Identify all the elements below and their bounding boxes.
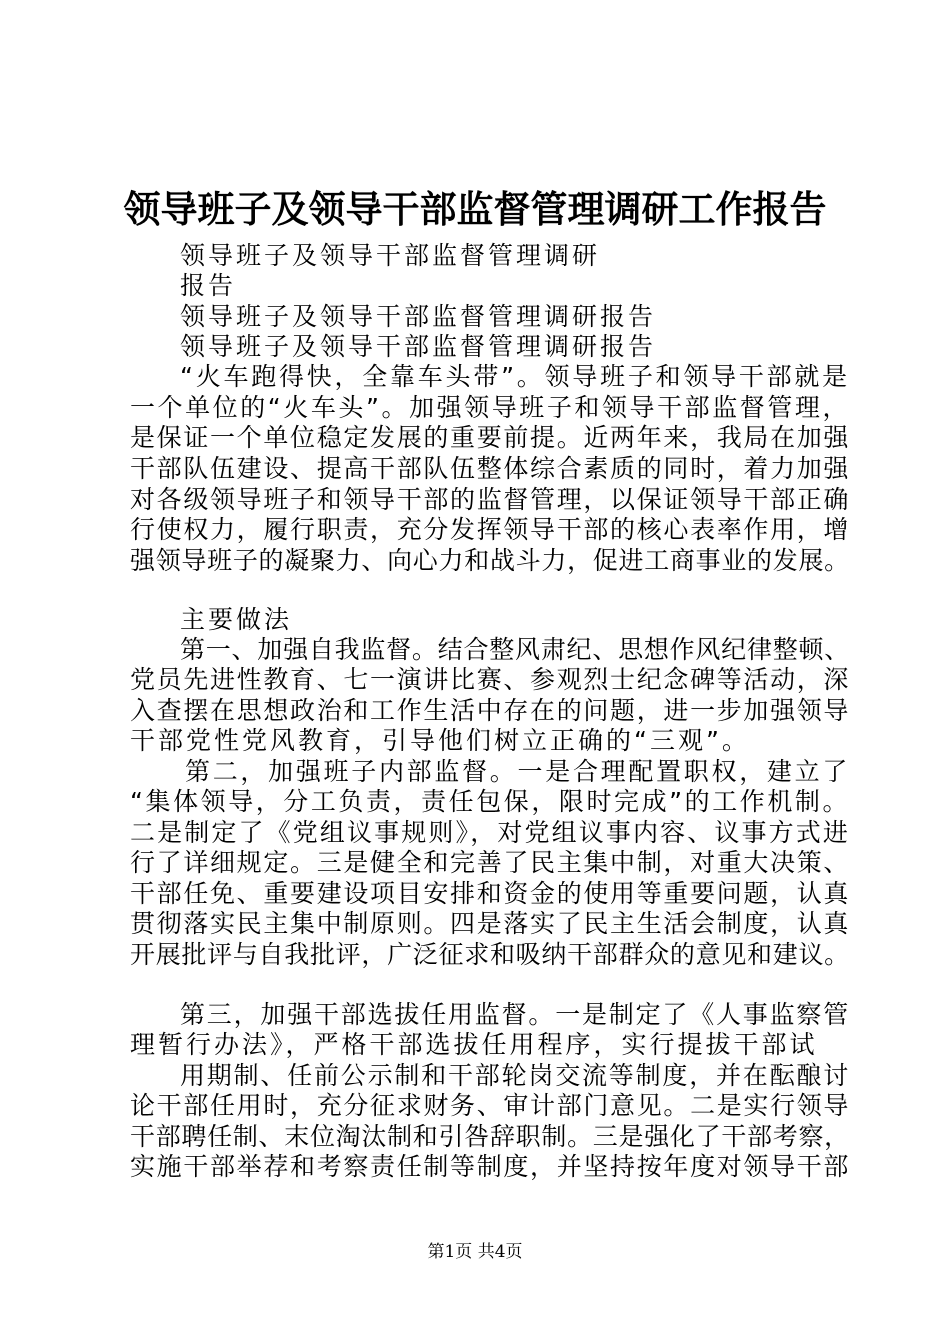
body-line: 二是制定了《党组议事规则》，对党组议事内容、议事方式进 <box>130 818 851 847</box>
body-line: 第一、加强自我监督。结合整风肃纪、思想作风纪律整顿、 <box>180 635 851 664</box>
document-title: 领导班子及领导干部监督管理调研工作报告 <box>123 187 827 231</box>
body-line: 开展批评与自我批评，广泛征求和吸纳干部群众的意见和建议。 <box>130 940 850 969</box>
body-line: 实施干部举荐和考察责任制等制度，并坚持按年度对领导干部 <box>130 1152 851 1181</box>
body-line: 贯彻落实民主集中制原则。四是落实了民主生活会制度，认真 <box>130 909 851 938</box>
body-line: 党员先进性教育、七一演讲比赛、参观烈士纪念碑等活动，深 <box>130 665 851 694</box>
body-line: 强领导班子的凝聚力、向心力和战斗力，促进工商事业的发展。 <box>130 546 850 575</box>
body-line: “集体领导，分工负责，责任包保，限时完成”的工作机制。 <box>130 787 851 816</box>
body-line: 报告 <box>180 271 237 300</box>
body-line: 干部任免、重要建设项目安排和资金的使用等重要问题，认真 <box>130 879 851 908</box>
body-line: 是保证一个单位稳定发展的重要前提。近两年来，我局在加强 <box>130 423 851 452</box>
body-line: 入查摆在思想政治和工作生活中存在的问题，进一步加强领导 <box>130 696 851 725</box>
body-line: 干部队伍建设、提高干部队伍整体综合素质的同时，着力加强 <box>130 454 851 483</box>
body-line: 主要做法 <box>180 605 293 634</box>
page-footer: 第1页 共4页 <box>427 1242 523 1262</box>
body-line: “火车跑得快，全靠车头带”。领导班子和领导干部就是 <box>180 362 850 391</box>
body-line: 领导班子及领导干部监督管理调研 <box>180 241 601 270</box>
body-line: 对各级领导班子和领导干部的监督管理，以保证领导干部正确 <box>130 485 851 514</box>
body-line: 一个单位的“火车头”。加强领导班子和领导干部监督管理， <box>130 393 851 422</box>
body-line: 理暂行办法》，严格干部选拔任用程序，实行提拔干部试 <box>130 1030 818 1059</box>
body-line: 用期制、任前公示制和干部轮岗交流等制度，并在酝酿讨 <box>180 1061 851 1090</box>
body-line: 领导班子及领导干部监督管理调研报告 <box>180 332 657 361</box>
body-line: 行使权力，履行职责，充分发挥领导干部的核心表率作用，增 <box>130 515 851 544</box>
body-line: 第二，加强班子内部监督。一是合理配置职权，建立了 <box>185 757 851 786</box>
body-line: 干部党性党风教育，引导他们树立正确的“三观”。 <box>130 726 750 755</box>
body-line: 领导班子及领导干部监督管理调研报告 <box>180 302 657 331</box>
body-line: 第三，加强干部选拔任用监督。一是制定了《人事监察管 <box>180 1000 851 1029</box>
body-line: 论干部任用时，充分征求财务、审计部门意见。二是实行领导 <box>130 1091 851 1120</box>
body-line: 行了详细规定。三是健全和完善了民主集中制，对重大决策、 <box>130 848 851 877</box>
body-line: 干部聘任制、末位淘汰制和引咎辞职制。三是强化了干部考察， <box>130 1122 850 1151</box>
